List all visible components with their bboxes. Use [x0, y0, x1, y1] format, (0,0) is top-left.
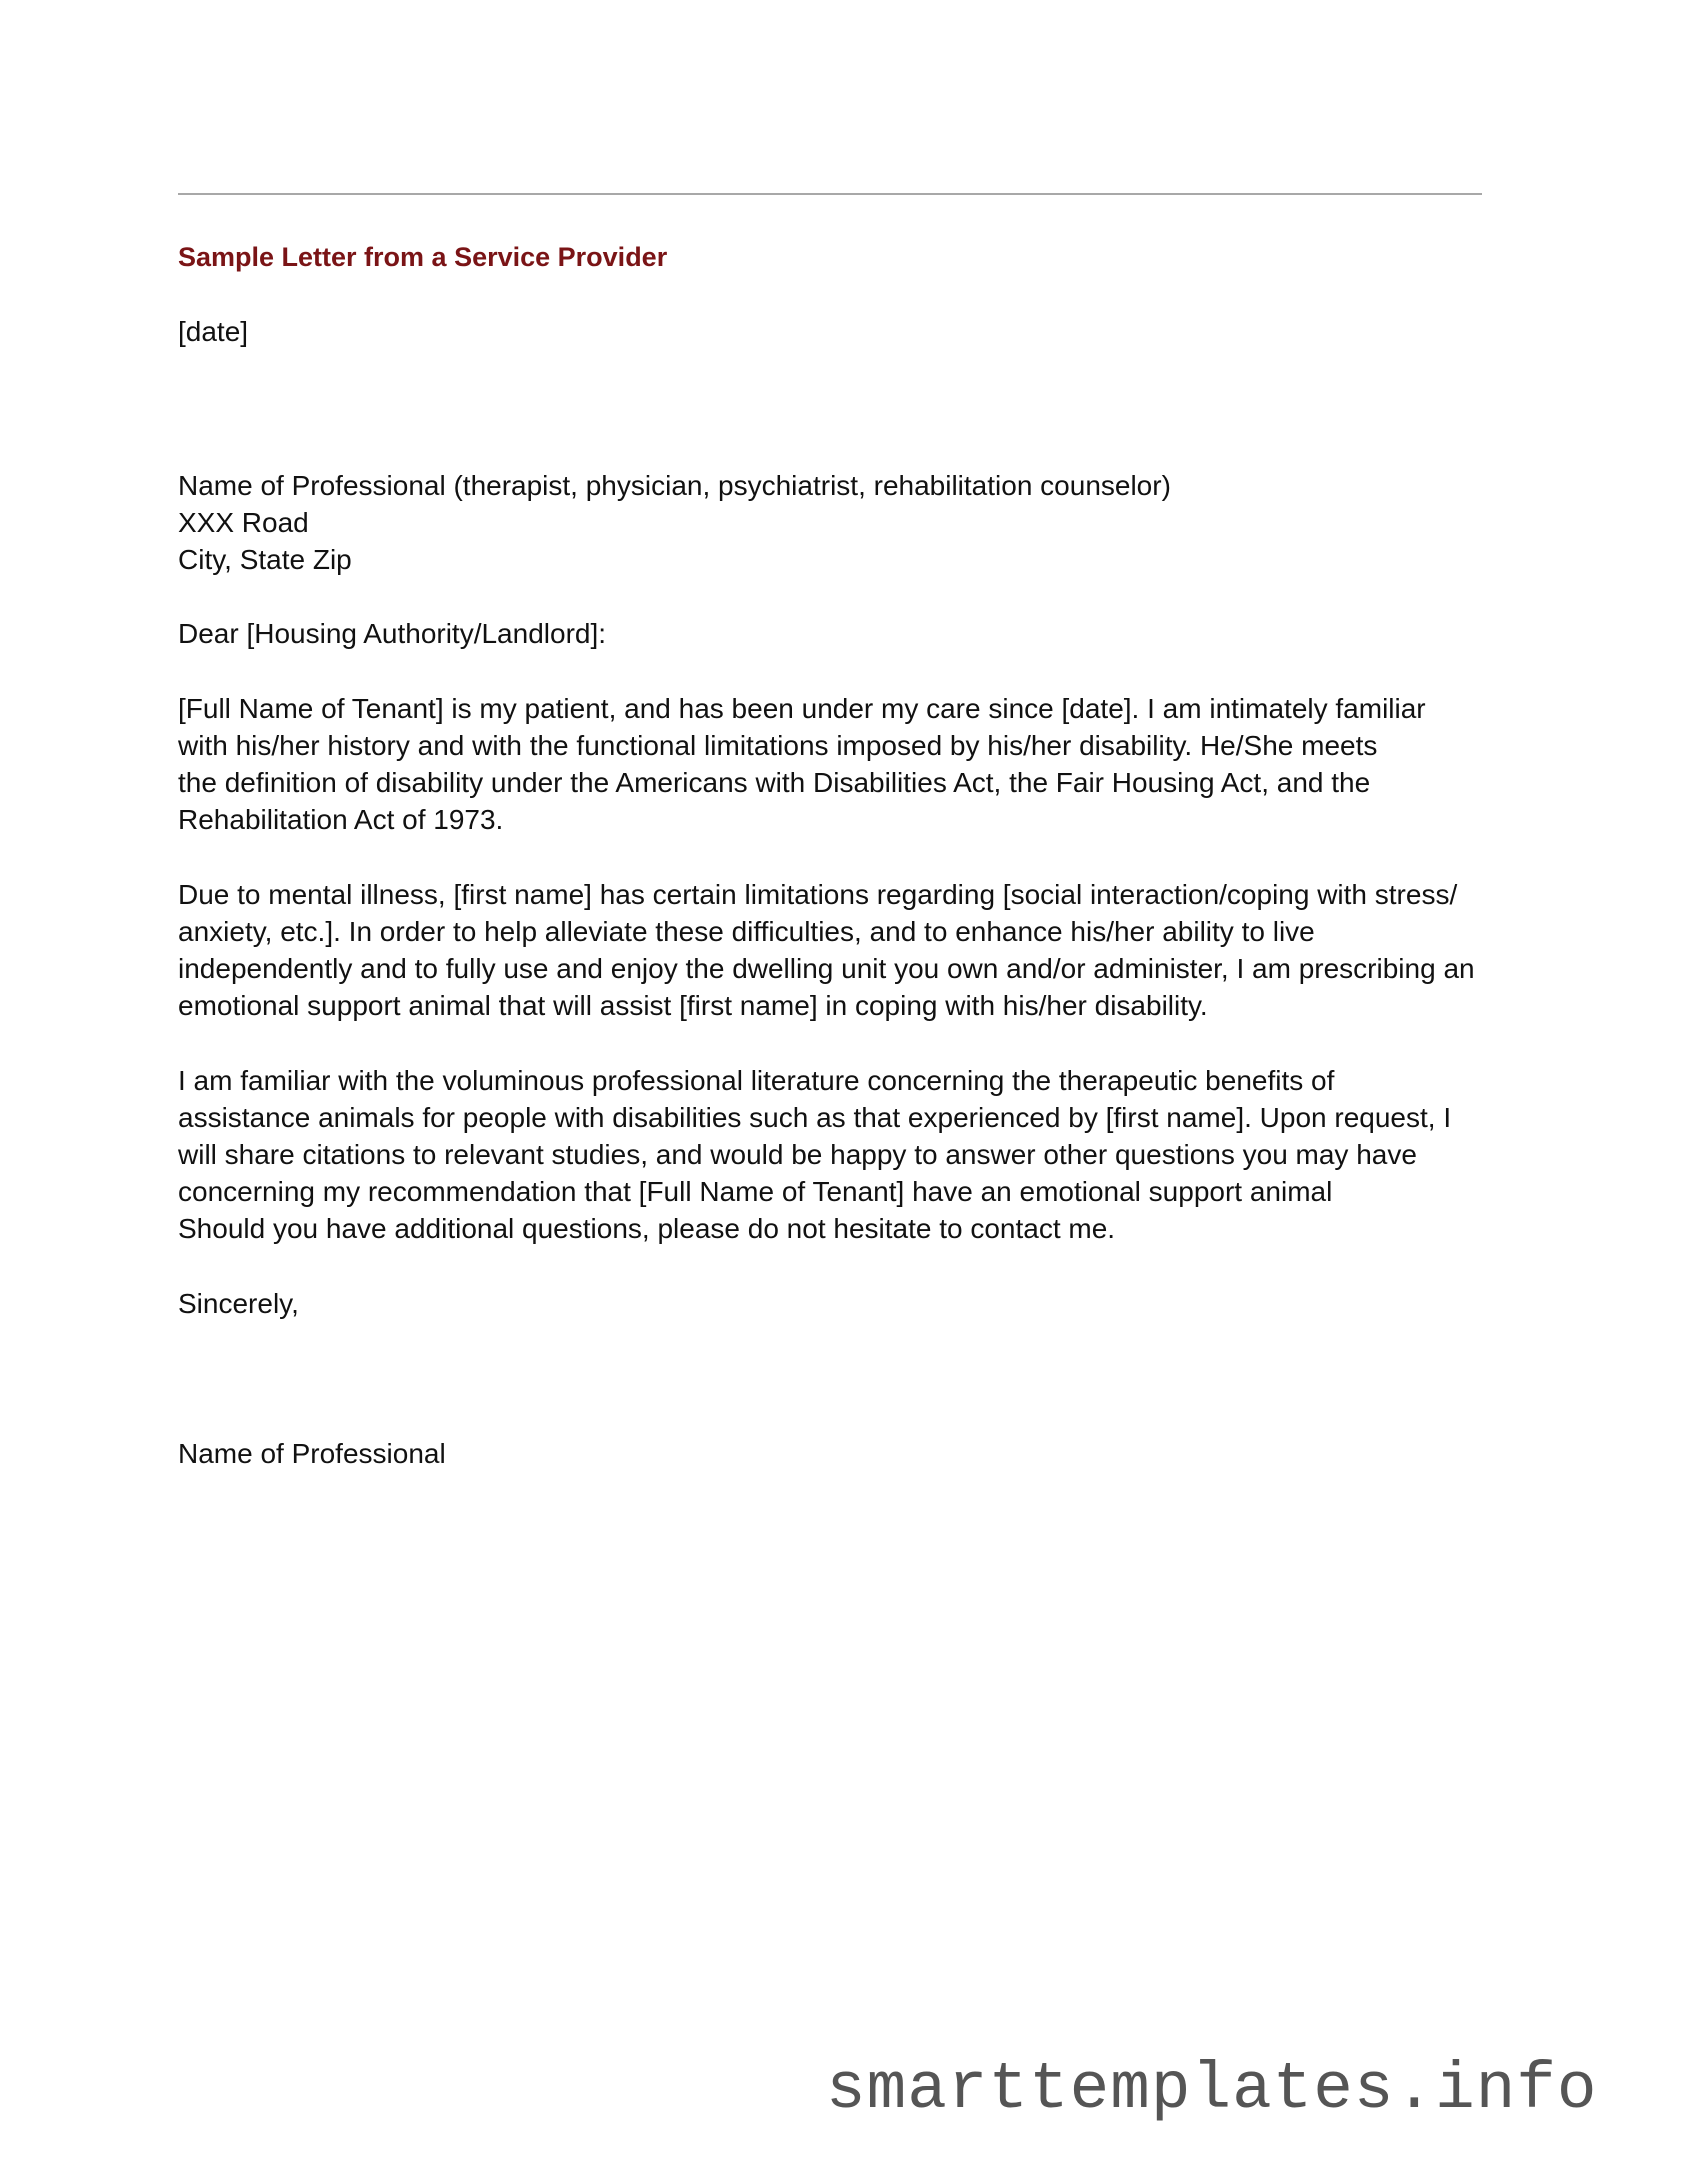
paragraph-2 [178, 876, 1508, 1024]
address-line: Name of Professional (therapist, physician, psychiatrist, rehabilitation counselor) [178, 470, 1171, 501]
paragraph-line: anxiety, etc.]. In order to help alleviate these difficulties, and to enhance his/her ability to live [178, 916, 1315, 947]
paragraph-line: Rehabilitation Act of 1973. [178, 804, 504, 835]
paragraph-3 [178, 1062, 1508, 1247]
signature-name: Name of Professional [178, 1438, 446, 1469]
watermark-text: smarttemplates.info [826, 2052, 1598, 2127]
address-line: XXX Road [178, 507, 309, 538]
paragraph-line: the definition of disability under the Americans with Disabilities Act, the Fair Housing Act, and the [178, 767, 1371, 798]
paragraph-line: will share citations to relevant studies, and would be happy to answer other questions you may have [178, 1139, 1417, 1170]
paragraph-1 [178, 690, 1508, 838]
paragraph-line: I am familiar with the voluminous professional literature concerning the therapeutic benefits of [178, 1065, 1335, 1096]
letter-date [178, 313, 1508, 350]
signature [178, 1435, 1508, 1472]
paragraph-line: independently and to fully use and enjoy the dwelling unit you own and/or administer, I am prescribing an [178, 953, 1475, 984]
sender-address [178, 467, 1508, 578]
paragraph-line: Due to mental illness, [first name] has certain limitations regarding [social interaction/coping with stress/ [178, 879, 1458, 910]
paragraph-line: assistance animals for people with disabilities such as that experienced by [first name]. Upon request, I [178, 1102, 1452, 1133]
address-line: City, State Zip [178, 544, 352, 575]
closing-text: Sincerely, [178, 1288, 299, 1319]
paragraph-line: with his/her history and with the functional limitations imposed by his/her disability. He/She meets [178, 730, 1378, 761]
paragraph-line: concerning my recommendation that [Full Name of Tenant] have an emotional support animal [178, 1176, 1333, 1207]
salutation [178, 615, 1508, 652]
paragraph-line: emotional support animal that will assist [first name] in coping with his/her disability. [178, 990, 1208, 1021]
salutation-text: Dear [Housing Authority/Landlord]: [178, 618, 607, 649]
paragraph-line: [Full Name of Tenant] is my patient, and has been under my care since [date]. I am intimately familiar [178, 693, 1426, 724]
header-rule [178, 193, 1482, 195]
paragraph-line: Should you have additional questions, please do not hesitate to contact me. [178, 1213, 1116, 1244]
closing [178, 1285, 1508, 1322]
letter-title: Sample Letter from a Service Provider [178, 242, 668, 272]
date-text: [date] [178, 316, 249, 347]
